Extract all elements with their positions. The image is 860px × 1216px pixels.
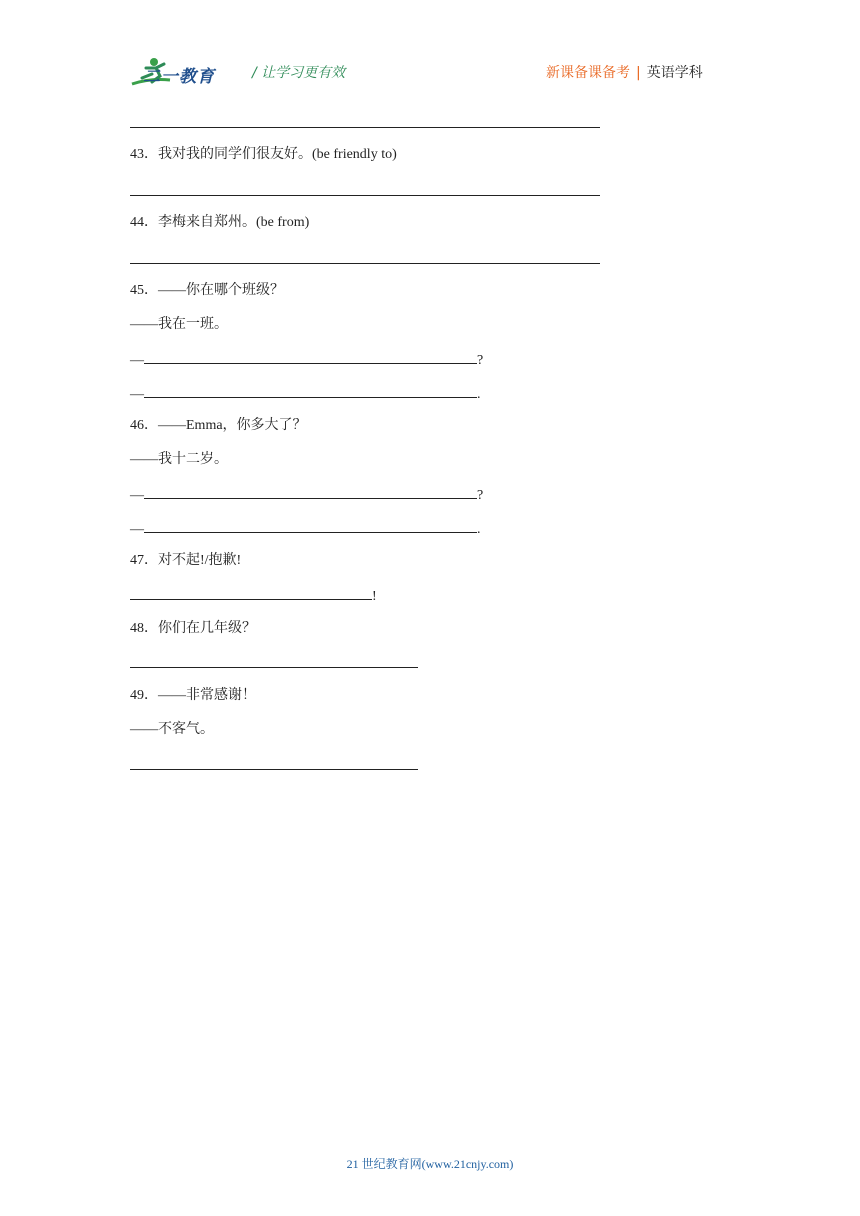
question-49: 49．——非常感谢！ — [130, 688, 256, 703]
question-45: 45．——你在哪个班级？ — [130, 283, 284, 298]
question-45-reply: ——我在一班。 — [130, 317, 228, 332]
answer-blank-46a[interactable] — [144, 485, 477, 499]
end-mark: ! — [372, 589, 377, 604]
question-prompt: 对不起!/抱歉! — [158, 553, 242, 568]
dash: — — [130, 387, 144, 402]
answer-blank-47[interactable] — [130, 586, 372, 600]
answer-line-48[interactable] — [130, 667, 418, 668]
question-47: 47．对不起!/抱歉! — [130, 553, 242, 568]
question-prompt: 你们在几年级？ — [158, 621, 256, 636]
question-number: 44 — [130, 215, 144, 230]
header-subject: 英语学科 — [646, 65, 703, 81]
answer-row-46b — [130, 519, 481, 539]
question-prompt: ——你在哪个班级？ — [158, 283, 284, 298]
end-mark: ? — [477, 488, 484, 503]
question-number: 45 — [130, 283, 144, 298]
answer-row-45b — [130, 384, 481, 404]
logo-text: 二一教育 — [143, 67, 215, 87]
question-43: 43．我对我的同学们很友好。(be friendly to) — [130, 147, 397, 162]
question-44: 44．李梅来自郑州。(be from) — [130, 215, 310, 230]
question-number: 48 — [130, 621, 144, 636]
question-number: 47 — [130, 553, 144, 568]
answer-blank-46b[interactable] — [144, 519, 477, 533]
dash: — — [130, 353, 144, 368]
answer-line-49[interactable] — [130, 769, 418, 770]
question-number: 49 — [130, 688, 144, 703]
answer-row-45a — [130, 350, 483, 370]
dash: — — [130, 522, 144, 537]
end-mark: . — [477, 522, 481, 537]
answer-blank-45b[interactable] — [144, 384, 477, 398]
header-slogan: / 让学习更有效 — [252, 65, 346, 81]
answer-line-43[interactable] — [130, 195, 600, 196]
question-prompt: ——非常感谢！ — [158, 688, 256, 703]
page-header — [0, 0, 860, 100]
end-mark: . — [477, 387, 481, 402]
question-number: 43 — [130, 147, 144, 162]
answer-row-46a — [130, 485, 483, 505]
page-footer[interactable]: 21 世纪教育网(www.21cnjy.com) — [346, 1157, 514, 1171]
question-49-reply: ——不客气。 — [130, 722, 214, 737]
question-number: 46 — [130, 418, 144, 433]
question-prompt: ——Emma，你多大了？ — [158, 418, 307, 433]
answer-row-47 — [130, 586, 377, 606]
header-right — [546, 62, 703, 82]
header-separator: | — [636, 65, 641, 81]
dash: — — [130, 488, 144, 503]
end-mark: ? — [477, 353, 484, 368]
question-prompt: 李梅来自郑州。(be from) — [158, 215, 310, 230]
header-course-label: 新课备课备考 — [546, 65, 630, 81]
answer-line-42[interactable] — [130, 127, 600, 128]
question-48: 48．你们在几年级？ — [130, 621, 256, 636]
question-prompt: 我对我的同学们很友好。(be friendly to) — [158, 147, 397, 162]
answer-blank-45a[interactable] — [144, 350, 477, 364]
question-46-reply: ——我十二岁。 — [130, 452, 228, 467]
answer-line-44[interactable] — [130, 263, 600, 264]
question-46: 46．——Emma，你多大了？ — [130, 418, 307, 433]
